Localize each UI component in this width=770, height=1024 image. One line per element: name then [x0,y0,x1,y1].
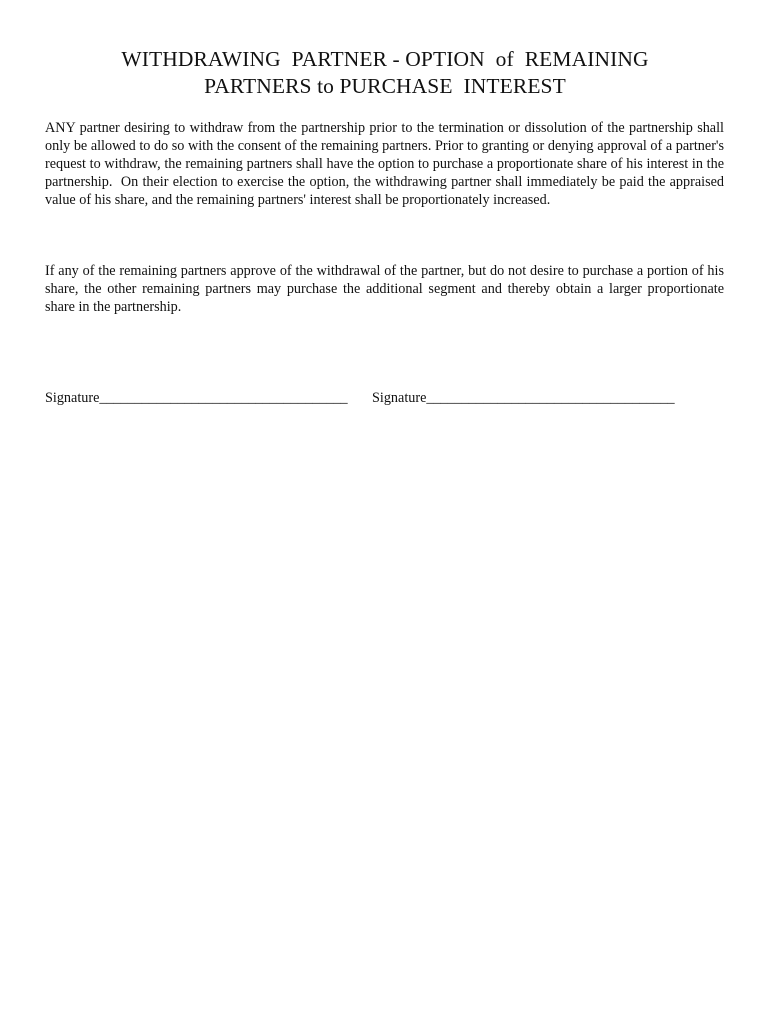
title-line-2: PARTNERS to PURCHASE INTEREST [204,74,566,98]
signature-line-1: Signature___________________________________ [45,390,348,406]
document-title [45,46,725,100]
paragraph-remaining-partners: If any of the remaining partners approve of the withdrawal of the partner, but do not desire to purchase a portion of his share, the other remaining partners may purchase the additional segment and thereby obtain a larger proportionate share in the partnership. [45,263,728,315]
paragraph-withdrawal-option: ANY partner desiring to withdraw from the partnership prior to the termination or dissolution of the partnership shall only be allowed to do so with the consent of the remaining partners. Prior to granting or denying approval of a partner's request to withdraw, the remaining partners shall have the option to purchase a proportionate share of his interest in the partnership. On their election to exercise the option, the withdrawing partner shall immediately be paid the appraised value of his share, and the remaining partners' interest shall be proportionately increased. [45,120,728,208]
title-line-1: WITHDRAWING PARTNER - OPTION of REMAINING [121,47,649,71]
signature-line-2: Signature___________________________________ [372,390,675,406]
